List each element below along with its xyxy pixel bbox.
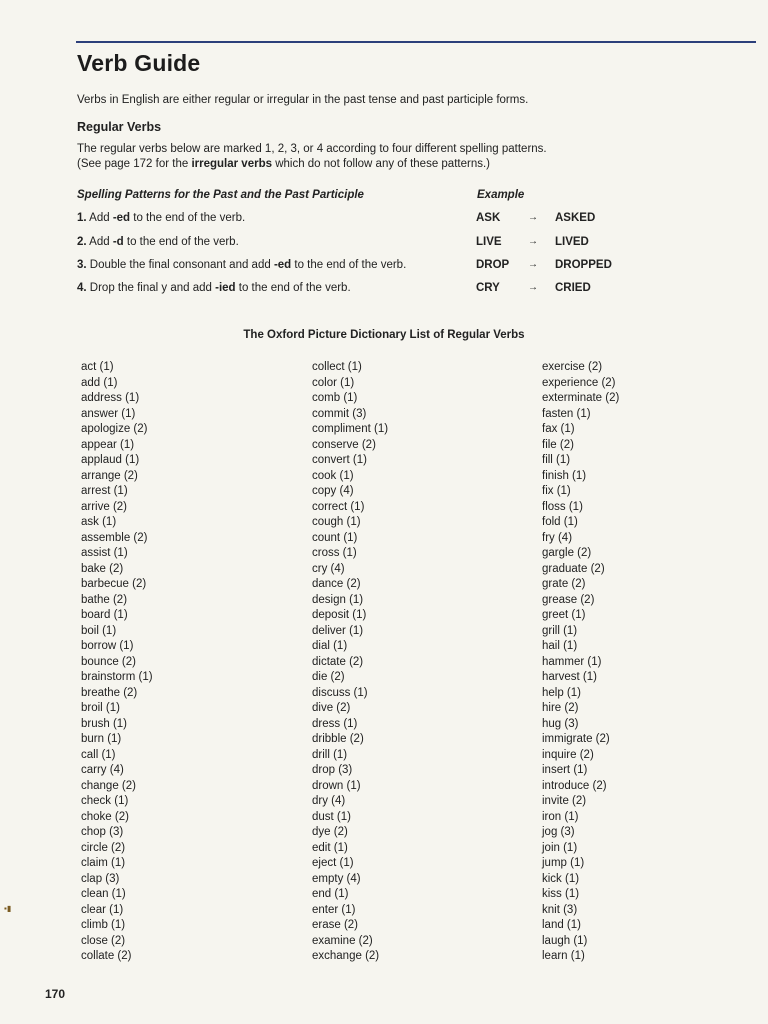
pattern-row — [77, 259, 697, 271]
verb-list-item: discuss (1) — [312, 686, 368, 699]
verb-list-item: dive (2) — [312, 702, 351, 714]
verb-list-item: check (1) — [81, 795, 129, 807]
verb-list-item: invite (2) — [542, 795, 587, 807]
example-past-verb: ASKED — [555, 212, 596, 224]
verb-list-item: fold (1) — [542, 516, 578, 528]
pattern-text: Double the final consonant and add — [89, 259, 274, 271]
verb-list-item: collect (1) — [312, 361, 362, 373]
verb-list-item: finish (1) — [542, 469, 587, 482]
example-base-verb: ASK — [476, 212, 501, 224]
verb-list-item: drop (3) — [312, 764, 353, 776]
verb-list-item: dye (2) — [312, 826, 348, 838]
verb-list-item: gargle (2) — [542, 547, 592, 559]
header-rule — [76, 41, 756, 43]
verb-list-item: empty (4) — [312, 872, 361, 885]
verb-list-item: clap (3) — [81, 872, 120, 885]
verb-list-item: jog (3) — [542, 826, 575, 838]
description-text: which do not follow any of these patterns.) — [272, 158, 490, 170]
verb-list-item: boil (1) — [81, 624, 117, 637]
verb-list-item: brush (1) — [81, 717, 128, 730]
verb-list-item: grease (2) — [542, 593, 595, 606]
pattern-text: Drop the final y and add — [89, 282, 216, 294]
pattern-text: to the end of the verb. — [123, 236, 239, 248]
verb-list-item: brainstorm (1) — [81, 671, 153, 683]
pattern-suffix: -ied — [215, 282, 236, 294]
verb-list-item: edit (1) — [312, 841, 348, 854]
verb-list-item: cook (1) — [312, 469, 354, 482]
verb-list-item: exercise (2) — [542, 361, 603, 373]
verb-list-item: bounce (2) — [81, 655, 136, 668]
verb-list-item: answer (1) — [81, 407, 136, 420]
description-line-2 — [77, 157, 697, 172]
verb-list-item: color (1) — [312, 376, 355, 389]
verb-list-item: dribble (2) — [312, 733, 364, 745]
example-past-verb: DROPPED — [555, 259, 612, 271]
verb-column-3 — [542, 360, 619, 965]
verb-list-item: learn (1) — [542, 950, 585, 962]
verb-list-item: graduate (2) — [542, 562, 605, 575]
verb-list-item: drown (1) — [312, 779, 361, 792]
arrow-icon: → — [528, 236, 538, 247]
verb-list-item: knit (3) — [542, 903, 578, 916]
verb-list-item: arrange (2) — [81, 469, 138, 482]
pattern-number: 2. — [77, 236, 87, 248]
verb-list-item: fill (1) — [542, 454, 571, 466]
verb-list-item: assemble (2) — [81, 531, 148, 544]
verb-list-item: jump (1) — [542, 857, 585, 869]
verb-list-item: breathe (2) — [81, 686, 138, 699]
verb-list-item: erase (2) — [312, 919, 359, 931]
verb-list-item: kiss (1) — [542, 888, 580, 900]
verb-list-item: arrive (2) — [81, 500, 128, 513]
pattern-text: to the end of the verb. — [291, 259, 407, 271]
arrow-icon: → — [528, 282, 538, 293]
verb-list-item: cough (1) — [312, 516, 361, 528]
verb-list-item: enter (1) — [312, 903, 356, 916]
verb-list-item: experience (2) — [542, 376, 616, 389]
verb-list-item: arrest (1) — [81, 485, 128, 497]
spelling-patterns-header — [77, 189, 697, 201]
verb-list-item: broil (1) — [81, 702, 120, 714]
verb-list-item: count (1) — [312, 531, 358, 544]
verb-list-item: dance (2) — [312, 578, 361, 590]
verb-list-item: exterminate (2) — [542, 392, 620, 404]
verb-list-item: apologize (2) — [81, 423, 148, 435]
verb-list-item: iron (1) — [542, 810, 579, 823]
verb-list-item: design (1) — [312, 593, 364, 606]
verb-list-item: dictate (2) — [312, 655, 364, 668]
verb-list-item: cross (1) — [312, 547, 357, 559]
verb-list-item: exchange (2) — [312, 950, 380, 962]
verb-list-item: hug (3) — [542, 717, 579, 730]
pattern-suffix: -ed — [112, 212, 131, 224]
arrow-icon: → — [528, 259, 538, 270]
verb-list-item: inquire (2) — [542, 748, 594, 761]
verb-list-item: comb (1) — [312, 392, 358, 404]
verb-list-item: end (1) — [312, 888, 349, 900]
verb-list-title: The Oxford Picture Dictionary List of Regular Verbs — [243, 329, 525, 341]
verb-list-item: file (2) — [542, 438, 574, 451]
verb-list-item: drill (1) — [312, 748, 348, 761]
verb-column-1 — [81, 360, 153, 965]
verb-list-item: die (2) — [312, 671, 345, 683]
pattern-number: 4. — [77, 282, 87, 294]
verb-list-item: land (1) — [542, 919, 581, 931]
verb-list-item: address (1) — [81, 392, 140, 404]
verb-list-item: insert (1) — [542, 764, 588, 776]
pattern-row — [77, 236, 697, 248]
verb-list-item: borrow (1) — [81, 640, 134, 652]
intro-text: Verbs in English are either regular or irregular in the past tense and past participle forms. — [77, 94, 529, 106]
verb-list-item: conserve (2) — [312, 438, 376, 451]
verb-list-item: bake (2) — [81, 562, 124, 575]
verb-list-item: greet (1) — [542, 609, 586, 621]
pattern-text: to the end of the verb. — [235, 282, 351, 294]
arrow-icon: → — [528, 212, 538, 223]
verb-list-item: deliver (1) — [312, 624, 364, 637]
example-past-verb: LIVED — [555, 236, 589, 248]
page-title: Verb Guide — [77, 50, 201, 76]
verb-list-item: close (2) — [81, 934, 126, 947]
verb-list-item: correct (1) — [312, 500, 365, 513]
verb-list-item: convert (1) — [312, 454, 367, 466]
example-base-verb: LIVE — [476, 236, 502, 248]
verb-list-item: compliment (1) — [312, 423, 389, 435]
verb-list-item: bathe (2) — [81, 593, 128, 606]
verb-list-item: ask (1) — [81, 516, 117, 528]
verb-list-item: assist (1) — [81, 547, 128, 559]
verb-list-item: collate (2) — [81, 950, 132, 962]
verb-list-item: dial (1) — [312, 640, 348, 652]
pattern-row — [77, 282, 697, 294]
verb-list-item: call (1) — [81, 748, 116, 761]
verb-list-item: appear (1) — [81, 438, 135, 451]
verb-list-item: hammer (1) — [542, 655, 602, 668]
page-number: 170 — [45, 987, 66, 1001]
regular-verbs-heading: Regular Verbs — [77, 120, 162, 134]
verb-list-item: fix (1) — [542, 485, 571, 497]
verb-list-item: kick (1) — [542, 872, 580, 885]
pattern-text: Add — [89, 212, 113, 224]
pattern-text: Add — [89, 236, 113, 248]
verb-list-item: burn (1) — [81, 733, 122, 745]
verb-list-item: applaud (1) — [81, 454, 140, 466]
verb-list-item: commit (3) — [312, 407, 367, 420]
verb-list-item: join (1) — [542, 841, 578, 854]
description-line-1: The regular verbs below are marked 1, 2, 3, or 4 according to four different spelling patterns. — [77, 143, 547, 155]
verb-list-item: barbecue (2) — [81, 578, 147, 590]
verb-list-item: clean (1) — [81, 888, 126, 900]
verb-list-item: climb (1) — [81, 919, 126, 931]
pattern-row — [77, 212, 697, 224]
verb-list-item: change (2) — [81, 779, 136, 792]
verb-list-item: circle (2) — [81, 841, 126, 854]
example-base-verb: CRY — [476, 282, 500, 294]
spelling-patterns-heading: Spelling Patterns for the Past and the Past Participle — [77, 189, 364, 201]
verb-list-item: act (1) — [81, 361, 114, 373]
verb-list-item: add (1) — [81, 376, 118, 389]
verb-list-item: hire (2) — [542, 702, 579, 714]
pattern-number: 1. — [77, 212, 87, 224]
verb-list-item: dust (1) — [312, 810, 351, 823]
verb-list-item: choke (2) — [81, 810, 129, 823]
verb-list-item: chop (3) — [81, 826, 124, 838]
verb-list-item: grate (2) — [542, 578, 586, 590]
verb-list-item: floss (1) — [542, 500, 583, 513]
pattern-suffix: -d — [112, 236, 124, 248]
verb-list-item: harvest (1) — [542, 671, 597, 683]
example-heading: Example — [477, 189, 525, 201]
verb-list-item: immigrate (2) — [542, 733, 610, 745]
regular-verbs-description — [77, 142, 697, 172]
example-base-verb: DROP — [476, 259, 510, 271]
verb-list-item: fax (1) — [542, 423, 575, 435]
verb-column-2 — [312, 360, 388, 965]
verb-list-item: deposit (1) — [312, 609, 367, 621]
verb-list-item: clear (1) — [81, 903, 124, 916]
pattern-text: to the end of the verb. — [130, 212, 246, 224]
description-text: (See page 172 for the — [77, 158, 192, 170]
irregular-verbs-reference: irregular verbs — [191, 158, 272, 170]
verb-list-item: examine (2) — [312, 934, 373, 947]
pattern-suffix: -ed — [273, 259, 292, 271]
verb-list-item: grill (1) — [542, 624, 578, 637]
verb-list-item: fry (4) — [542, 531, 573, 544]
verb-list-item: laugh (1) — [542, 934, 588, 947]
verb-list-item: copy (4) — [312, 485, 354, 497]
verb-list-item: carry (4) — [81, 764, 124, 776]
verb-list-item: fasten (1) — [542, 407, 591, 420]
verb-list-item: introduce (2) — [542, 779, 607, 792]
verb-list-item: dress (1) — [312, 717, 358, 730]
verb-list-item: cry (4) — [312, 562, 345, 575]
verb-list-item: hail (1) — [542, 640, 578, 652]
verb-list-item: eject (1) — [312, 857, 354, 869]
pattern-number: 3. — [77, 259, 87, 271]
margin-mark: ▪▮ — [4, 904, 12, 913]
verb-list-item: dry (4) — [312, 795, 346, 807]
example-past-verb: CRIED — [555, 282, 591, 294]
verb-list-item: board (1) — [81, 609, 128, 621]
verb-list-item: help (1) — [542, 686, 581, 699]
verb-list-item: claim (1) — [81, 857, 126, 869]
